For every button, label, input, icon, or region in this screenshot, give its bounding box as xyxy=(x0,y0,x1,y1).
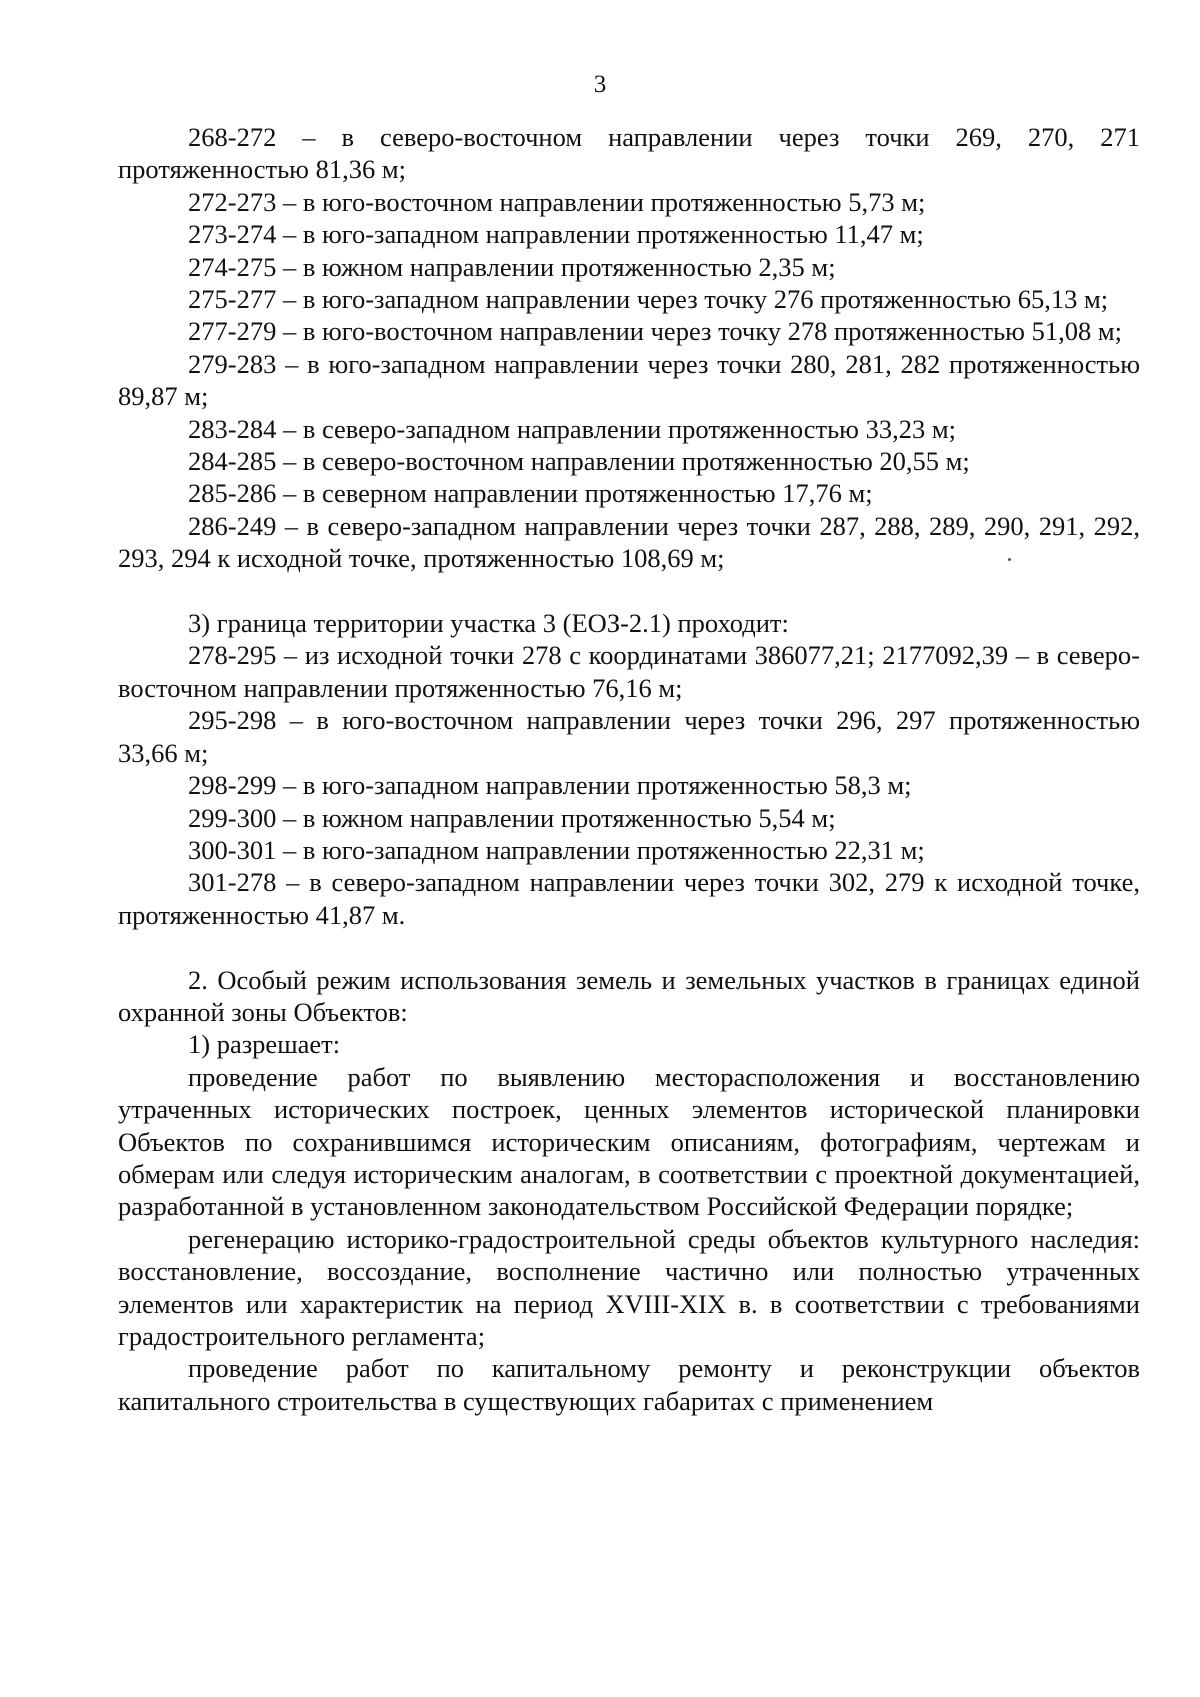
paragraph: 283-284 – в северо-западном направлении протяженностью 33,23 м; xyxy=(188,413,956,444)
paragraph: 301-278 – в северо-западном направлении через точки 302, 279 к исходной точке, протяженностью 41,87 м. xyxy=(118,867,1140,930)
paragraph: 2. Особый режим использования земель и земельных участков в границах единой охранной зоны Объектов: xyxy=(118,964,1140,1027)
paragraph: 272-273 – в юго-восточном направлении протяженностью 5,73 м; xyxy=(188,186,926,217)
paragraph: 277-279 – в юго-восточном направлении через точку 278 протяженностью 51,08 м; xyxy=(188,316,1122,347)
paragraph: 299-300 – в южном направлении протяженностью 5,54 м; xyxy=(188,802,836,833)
paragraph: 286-249 – в северо-западном направлении через точки 287, 288, 289, 290, 291, 292, 293, 294 к исходной точке, протяженностью 108,69 м; xyxy=(118,510,1140,574)
paragraph: 274-275 – в южном направлении протяженностью 2,35 м; xyxy=(188,251,836,282)
paragraph: 1) разрешает: xyxy=(188,1029,341,1060)
paragraph: 298-299 – в юго-западном направлении протяженностью 58,3 м; xyxy=(188,770,912,801)
paragraph: 275-277 – в юго-западном направлении через точку 276 протяженностью 65,13 м; xyxy=(188,284,1109,315)
paragraph: 278-295 – из исходной точки 278 с координатами 386077,21; 2177092,39 – в северо-восточном направлении протяженностью 76,16 м; xyxy=(118,640,1140,703)
page-number: 3 xyxy=(593,71,607,98)
document-body xyxy=(118,121,1140,1417)
paragraph-gap xyxy=(118,931,1140,963)
paragraph: 285-286 – в северном направлении протяженностью 17,76 м; xyxy=(188,478,873,509)
paragraph: 295-298 – в юго-восточном направлении через точки 296, 297 протяженностью 33,66 м; xyxy=(118,705,1140,768)
paragraph: 279-283 – в юго-западном направлении через точки 280, 281, 282 протяженностью 89,87 м; xyxy=(118,348,1140,412)
paragraph-gap xyxy=(118,575,1140,607)
paragraph: 273-274 – в юго-западном направлении протяженностью 11,47 м; xyxy=(188,219,924,250)
paragraph: 3) граница территории участка 3 (ЕОЗ-2.1) проходит: xyxy=(188,608,789,639)
scan-speck xyxy=(1008,558,1011,561)
paragraph: регенерацию историко-градостроительной среды объектов культурного наследия: восстановление, воссоздание, восполнение частично или полностью утраченных элементов или характеристик на период XVIII-XIX в. в соответствии с требованиями градостроительного регламента; xyxy=(118,1223,1140,1351)
paragraph: 300-301 – в юго-западном направлении протяженностью 22,31 м; xyxy=(188,834,925,865)
paragraph: 268-272 – в северо-восточном направлении через точки 269, 270, 271 протяженностью 81,36 м; xyxy=(118,122,1140,185)
paragraph: 284-285 – в северо-восточном направлении протяженностью 20,55 м; xyxy=(188,446,970,477)
paragraph: проведение работ по выявлению месторасположения и восстановлению утраченных исторических построек, ценных элементов исторической планировки Объектов по сохранившимся историческим описаниям, фотографиям, чертежам и обмерам или следуя историческим аналогам, в соответствии с проектной документацией, разработанной в установленном законодательством Российской Федерации порядке; xyxy=(118,1061,1140,1222)
paragraph: проведение работ по капитальному ремонту и реконструкции объектов капитального строительства в существующих габаритах с применением xyxy=(118,1353,1140,1416)
